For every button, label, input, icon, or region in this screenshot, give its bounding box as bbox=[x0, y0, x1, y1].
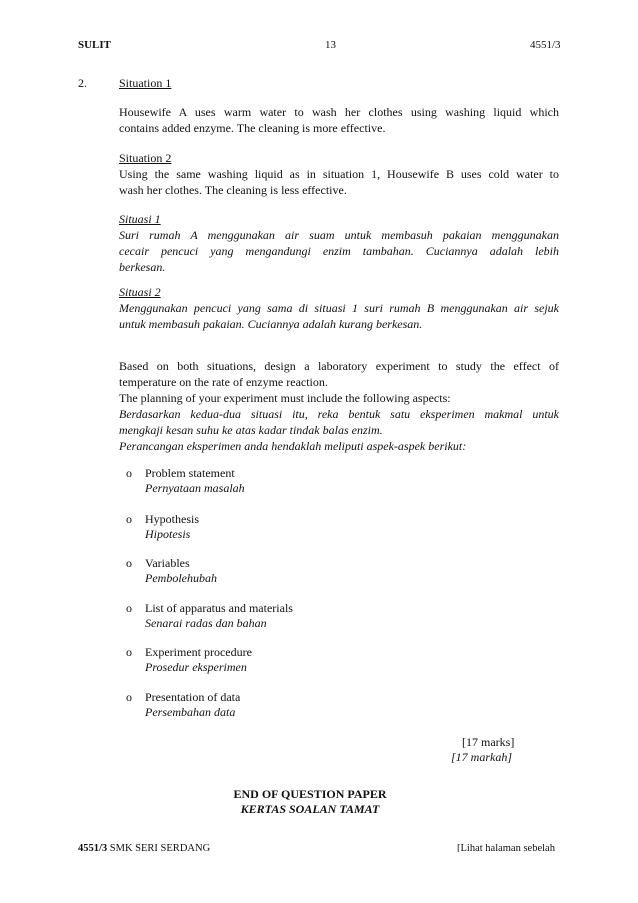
task-line: temperature on the rate of enzyme reaction. bbox=[119, 375, 328, 389]
page-number: 13 bbox=[325, 39, 336, 51]
task-line: Based on both situations, design a laboratory experiment to study the effect of bbox=[119, 359, 559, 373]
header-right: 4551/3 bbox=[530, 39, 561, 51]
bullet-icon: o bbox=[126, 690, 132, 704]
aspect-ms: Senarai radas dan bahan bbox=[145, 616, 267, 630]
situation1-text bbox=[119, 104, 559, 136]
situasi1-line: berkesan. bbox=[119, 260, 166, 274]
aspect-ms: Prosedur eksperimen bbox=[145, 660, 247, 674]
aspect-ms: Hipotesis bbox=[145, 527, 191, 541]
situation2-text bbox=[119, 150, 559, 198]
footer-school: SMK SERI SERDANG bbox=[109, 843, 211, 854]
footer-right: [Lihat halaman sebelah bbox=[457, 843, 555, 852]
situasi2-line: Menggunakan pencuci yang sama di situasi 1 suri rumah B menggunakan air sejuk bbox=[119, 301, 559, 315]
situasi1-line: Suri rumah A menggunakan air suam untuk membasuh pakaian menggunakan bbox=[119, 228, 559, 242]
task-line-ms: Perancangan eksperimen anda hendaklah meliputi aspek-aspek berikut: bbox=[119, 439, 467, 453]
aspect-en: Experiment procedure bbox=[145, 645, 252, 659]
situasi2-title: Situasi 2 bbox=[119, 285, 161, 299]
task-text bbox=[119, 358, 559, 406]
end-title-ms: KERTAS SOALAN TAMAT bbox=[240, 802, 380, 816]
aspect-en: Variables bbox=[145, 556, 190, 570]
situation2-title: Situation 2 bbox=[119, 151, 172, 165]
aspect-ms: Pernyataan masalah bbox=[145, 481, 245, 495]
situasi1-title: Situasi 1 bbox=[119, 212, 161, 226]
task-line-ms: mengkaji kesan suhu ke atas kadar tindak balas enzim. bbox=[119, 423, 383, 437]
aspect-en: Presentation of data bbox=[145, 690, 241, 704]
marks-ms: [17 markah] bbox=[451, 750, 513, 764]
aspect-ms: Persembahan data bbox=[145, 705, 236, 719]
header-left: SULIT bbox=[78, 39, 112, 51]
task-line-ms: Berdasarkan kedua-dua situasi itu, reka bentuk satu eksperimen makmal untuk bbox=[119, 407, 559, 421]
situation1-title: Situation 1 bbox=[119, 76, 172, 90]
aspect-en: List of apparatus and materials bbox=[145, 601, 293, 615]
task-text-ms bbox=[119, 406, 559, 454]
footer-left bbox=[78, 843, 210, 854]
bullet-icon: o bbox=[126, 556, 132, 570]
situation1-line: Housewife A uses warm water to wash her clothes using washing liquid which bbox=[119, 105, 559, 119]
task-line: The planning of your experiment must include the following aspects: bbox=[119, 391, 451, 405]
situasi1-line: cecair pencuci yang mengandungi enzim tambahan. Cuciannya adalah lebih bbox=[119, 244, 559, 258]
situasi2-text bbox=[119, 284, 559, 332]
situasi1-text bbox=[119, 211, 559, 275]
bullet-icon: o bbox=[126, 466, 132, 480]
situation2-line: Using the same washing liquid as in situation 1, Housewife B uses cold water to bbox=[119, 167, 559, 181]
marks-en: [17 marks] bbox=[462, 735, 515, 749]
situasi2-line: untuk membasuh pakaian. Cuciannya adalah kurang berkesan. bbox=[119, 317, 423, 331]
footer-code: 4551/3 bbox=[78, 843, 108, 854]
situation2-line: wash her clothes. The cleaning is less effective. bbox=[119, 183, 347, 197]
aspect-en: Problem statement bbox=[145, 466, 235, 480]
end-title: END OF QUESTION PAPER bbox=[233, 787, 387, 801]
bullet-icon: o bbox=[126, 601, 132, 615]
aspect-ms: Pembolehubah bbox=[145, 571, 217, 585]
bullet-icon: o bbox=[126, 645, 132, 659]
situation1-line: contains added enzyme. The cleaning is more effective. bbox=[119, 121, 386, 135]
aspect-en: Hypothesis bbox=[145, 512, 199, 526]
bullet-icon: o bbox=[126, 512, 132, 526]
question-number: 2. bbox=[78, 76, 87, 90]
